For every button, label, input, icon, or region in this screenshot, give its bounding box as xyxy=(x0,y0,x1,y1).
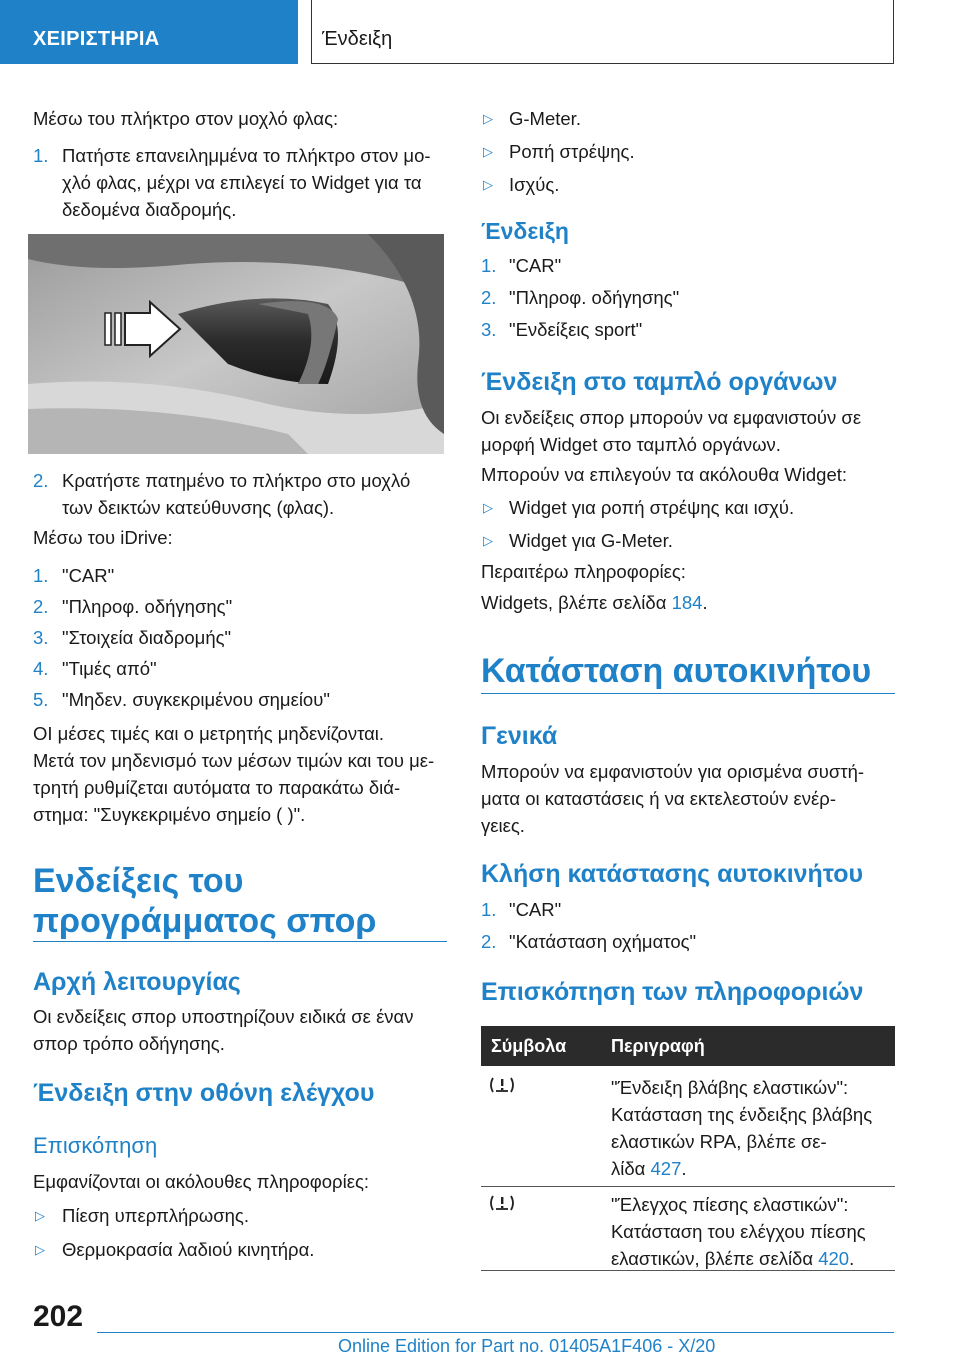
table-bottom-rule xyxy=(481,1270,895,1271)
subsection-heading: Γενικά xyxy=(481,722,558,750)
table-cell: "Ένδειξη βλάβης ελαστικών": xyxy=(611,1077,849,1098)
bullet-text: Widget για ροπή στρέψης και ισχύ. xyxy=(509,497,795,518)
menu-path-step: "Πληροφ. οδήγησης" xyxy=(509,287,680,308)
bullet-triangle-icon: ▷ xyxy=(35,1208,45,1223)
bullet-triangle-icon: ▷ xyxy=(483,533,493,548)
step-number: 1. xyxy=(481,255,497,276)
footer-rule xyxy=(97,1332,894,1333)
bullet-text: Θερμοκρασία λαδιού κινητήρα. xyxy=(62,1239,315,1260)
subsection-heading: Ένδειξη στην οθόνη ελέγχου xyxy=(33,1079,375,1107)
ref-text: ελαστικών, βλέπε σελίδα xyxy=(611,1248,819,1269)
intro-text: Μέσω του iDrive: xyxy=(33,527,173,548)
step-number: 2. xyxy=(33,596,49,617)
table-cell: Κατάσταση του ελέγχου πίεσης xyxy=(611,1221,866,1242)
subsection-heading: Ένδειξη στο ταμπλό οργάνων xyxy=(481,368,838,396)
menu-path-step: "CAR" xyxy=(62,565,115,586)
bullet-text: Ισχύς. xyxy=(509,174,560,195)
tire-warning-icon xyxy=(489,1075,515,1095)
ref-text: . xyxy=(681,1158,687,1179)
body-text: στημα: "Συγκεκριμένο σημείο ( )". xyxy=(33,804,306,825)
cross-reference xyxy=(481,589,708,616)
bullet-text: Ροπή στρέψης. xyxy=(509,141,635,162)
body-text: σπορ τρόπο οδήγησης. xyxy=(33,1033,225,1054)
table-cell: Κατάσταση της ένδειξης βλάβης xyxy=(611,1104,873,1125)
subsection-heading: Αρχή λειτουργίας xyxy=(33,968,241,996)
tire-pressure-icon xyxy=(489,1193,515,1213)
bullet-triangle-icon: ▷ xyxy=(483,144,493,159)
step-text: Κρατήστε πατημένο το πλήκτρο στο μοχλό xyxy=(62,470,411,491)
step-number: 1. xyxy=(481,899,497,920)
bullet-text: G-Meter. xyxy=(509,108,581,129)
menu-path-step: "Ενδείξεις sport" xyxy=(509,319,643,340)
menu-path-step: "CAR" xyxy=(509,899,562,920)
body-text: Μπορούν να εμφανιστούν για ορισμένα συστή- xyxy=(481,761,865,782)
subsection-heading: Ένδειξη xyxy=(481,218,569,244)
body-text: Οι ενδείξεις σπορ υποστηρίζουν ειδικά σε έναν xyxy=(33,1006,414,1027)
step-number: 2. xyxy=(481,931,497,952)
footer-text: Online Edition for Part no. 01405A1F406 - X/20 xyxy=(338,1336,716,1356)
section-heading: προγράμματος σπορ xyxy=(33,902,377,940)
body-text: Μπορούν να επιλεγούν τα ακόλουθα Widget: xyxy=(481,464,848,485)
menu-path-step: "CAR" xyxy=(509,255,562,276)
table-cell: ελαστικών RPA, βλέπε σε- xyxy=(611,1131,827,1152)
minor-heading: Επισκόπηση xyxy=(33,1133,158,1158)
table-row-divider xyxy=(481,1186,895,1187)
menu-path-step: "Πληροφ. οδήγησης" xyxy=(62,596,233,617)
step-number: 5. xyxy=(33,689,49,710)
intro-text: Μέσω του πλήκτρο στον μοχλό φλας: xyxy=(33,108,339,129)
chapter-title: Ένδειξη xyxy=(322,28,393,50)
body-text: μορφή Widget στο ταμπλό οργάνων. xyxy=(481,434,781,455)
info-table-header xyxy=(481,1026,895,1066)
page-link[interactable]: 184 xyxy=(671,592,703,613)
menu-path-step: "Κατάσταση οχήματος" xyxy=(509,931,697,952)
column-header: Σύμβολα xyxy=(491,1036,567,1056)
ref-text: . xyxy=(702,592,708,613)
bullet-triangle-icon: ▷ xyxy=(483,111,493,126)
step-number: 3. xyxy=(33,627,49,648)
bullet-text: Πίεση υπερπλήρωσης. xyxy=(62,1205,249,1226)
body-text: γειες. xyxy=(481,815,525,836)
bullet-triangle-icon: ▷ xyxy=(483,500,493,515)
ref-text: Widgets, βλέπε σελίδα xyxy=(481,592,672,613)
section-heading: Ενδείξεις του xyxy=(33,862,244,900)
body-text: ΟΙ μέσες τιμές και ο μετρητής μηδενίζονται. xyxy=(33,723,385,744)
step-number: 1. xyxy=(33,565,49,586)
column-header: Περιγραφή xyxy=(611,1036,705,1056)
section-tab xyxy=(0,0,298,64)
body-text: Μετά τον μηδενισμό των μέσων τιμών και του με- xyxy=(33,750,435,771)
section-heading: Κατάσταση αυτοκινήτου xyxy=(481,652,872,690)
body-text: Οι ενδείξεις σπορ μπορούν να εμφανιστούν σε xyxy=(481,407,862,428)
page-link[interactable]: 420 xyxy=(818,1248,850,1269)
page-number: 202 xyxy=(33,1300,84,1333)
body-text: Περαιτέρω πληροφορίες: xyxy=(481,561,686,582)
step-text: χλό φλας, μέχρι να επιλεγεί το Widget για τα xyxy=(62,172,422,193)
table-cell: "Έλεγχος πίεσης ελαστικών": xyxy=(611,1194,849,1215)
heading-rule xyxy=(481,693,895,694)
chapter-header xyxy=(311,0,894,64)
body-text: Εμφανίζονται οι ακόλουθες πληροφορίες: xyxy=(33,1171,369,1192)
bullet-triangle-icon: ▷ xyxy=(35,1242,45,1257)
menu-path-step: "Στοιχεία διαδρομής" xyxy=(62,627,232,648)
bullet-triangle-icon: ▷ xyxy=(483,177,493,192)
heading-rule xyxy=(33,941,447,942)
table-cell xyxy=(611,1155,687,1182)
ref-text: λίδα xyxy=(611,1158,651,1179)
section-title: ΧΕΙΡΙΣΤΗΡΙΑ xyxy=(33,28,160,50)
bullet-text: Widget για G-Meter. xyxy=(509,530,673,551)
step-text: Πατήστε επανειλημμένα το πλήκτρο στον μο- xyxy=(62,145,431,166)
turn-signal-lever-photo xyxy=(28,234,444,454)
step-number: 2. xyxy=(33,470,49,491)
body-text: ματα οι καταστάσεις ή να εκτελεστούν ενέρ- xyxy=(481,788,836,809)
menu-path-step: "Τιμές από" xyxy=(62,658,157,679)
table-cell xyxy=(611,1245,854,1272)
step-number: 2. xyxy=(481,287,497,308)
subsection-heading: Επισκόπηση των πληροφοριών xyxy=(481,978,864,1006)
step-text: των δεικτών κατεύθυνσης (φλας). xyxy=(62,497,335,518)
step-text: δεδομένα διαδρομής. xyxy=(62,199,237,220)
step-number: 1. xyxy=(33,145,49,166)
step-number: 4. xyxy=(33,658,49,679)
subsection-heading: Κλήση κατάστασης αυτοκινήτου xyxy=(481,860,864,888)
body-text: τρητή ρυθμίζεται αυτόματα το παρακάτω διά- xyxy=(33,777,401,798)
menu-path-step: "Μηδεν. συγκεκριμένου σημείου" xyxy=(62,689,330,710)
ref-text: . xyxy=(849,1248,855,1269)
step-number: 3. xyxy=(481,319,497,340)
page-link[interactable]: 427 xyxy=(650,1158,682,1179)
